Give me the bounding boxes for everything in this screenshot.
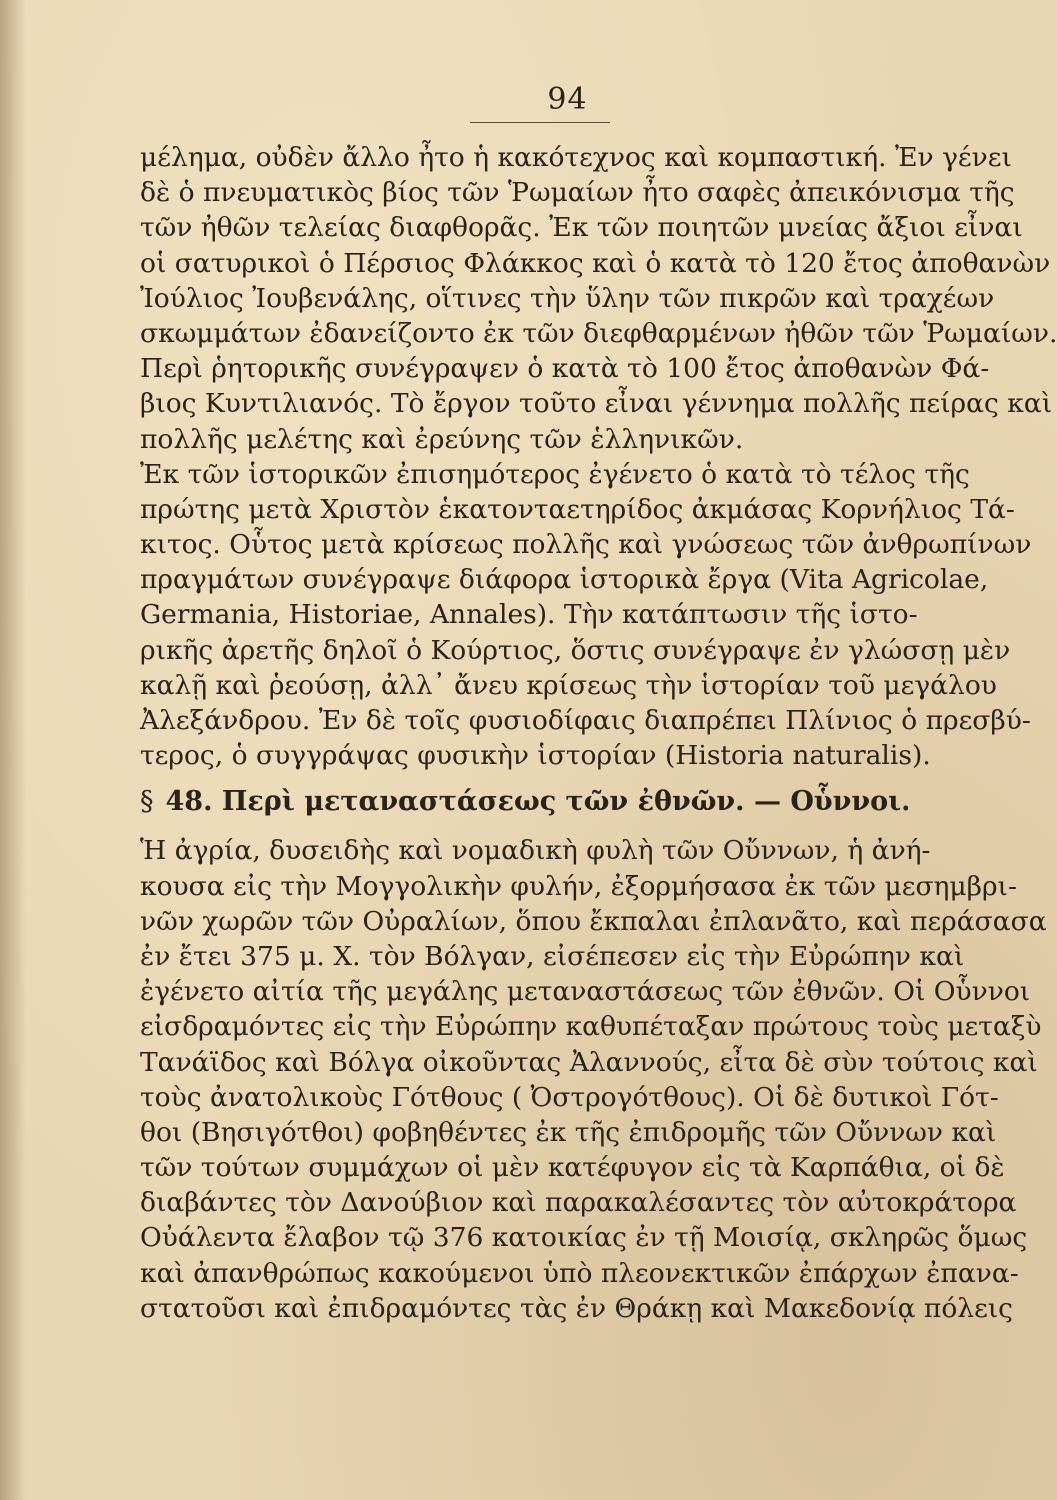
text-line: Τανάϊδος καὶ Βόλγα οἰκοῦντας Ἀλαννούς, εἶτα δὲ σὺν τούτοις καὶ xyxy=(140,1046,1038,1078)
text-line: διαβάντες τὸν Δανούβιον καὶ παρακαλέσαντες τὸν αὐτοκράτορα xyxy=(140,1187,1017,1219)
text-line: κουσα εἰς τὴν Μογγολικὴν φυλήν, ἐξορμήσασα ἐκ τῶν μεσημβρι- xyxy=(140,870,1017,902)
text-line: βιος Κυντιλιανός. Τὸ ἔργον τοῦτο εἶναι γέννημα πολλῆς πείρας καὶ xyxy=(140,388,1053,420)
section-title: 48. Περὶ μεταναστάσεως τῶν ἐθνῶν. — Οὗννοι. xyxy=(165,786,911,818)
text-line: καλῇ καὶ ῥεούσῃ, ἀλλ᾽ ἄνευ κρίσεως τὴν ἱστορίαν τοῦ μεγάλου xyxy=(140,669,997,701)
text-line: ἐν ἔτει 375 μ. Χ. τὸν Βόλγαν, εἰσέπεσεν εἰς τὴν Εὐρώπην καὶ xyxy=(140,940,965,972)
page-number: 94 xyxy=(547,82,588,117)
page-text xyxy=(140,140,1057,1326)
text-line: Germania, Historiae, Annales). Τὴν κατάπτωσιν τῆς ἱστο- xyxy=(140,599,918,631)
text-line: τῶν τούτων συμμάχων οἱ μὲν κατέφυγον εἰς τὰ Καρπάθια, οἱ δὲ xyxy=(140,1152,1005,1184)
text-line: τοὺς ἀνατολικοὺς Γότθους ( Ὀστρογότθους). Οἱ δὲ δυτικοὶ Γότ- xyxy=(140,1081,999,1113)
paragraph-historians xyxy=(140,457,1032,774)
text-line: τερος, ὁ συγγράψας φυσικὴν ἱστορίαν (Historia naturalis). xyxy=(140,740,931,772)
text-line: κιτος. Οὗτος μετὰ κρίσεως πολλῆς καὶ γνώσεως τῶν ἀνθρωπίνων xyxy=(140,529,1032,561)
text-line: οἱ σατυρικοὶ ὁ Πέρσιος Φλάκκος καὶ ὁ κατὰ τὸ 120 ἔτος ἀποθανὼν xyxy=(140,247,1051,279)
text-line: τῶν ἠθῶν τελείας διαφθορᾶς. Ἐκ τῶν ποιητῶν μνείας ἄξιοι εἶναι xyxy=(140,212,1023,244)
text-line: ἐγένετο αἰτία τῆς μεγάλης μεταναστάσεως τῶν ἐθνῶν. Οἱ Οὗννοι xyxy=(140,976,1031,1008)
text-line: εἰσδραμόντες εἰς τὴν Εὐρώπην καθυπέταξαν πρώτους τοὺς μεταξὺ xyxy=(140,1011,1042,1043)
text-line: Οὐάλεντα ἔλαβον τῷ 376 κατοικίας ἐν τῇ Μοισίᾳ, σκληρῶς ὅμως xyxy=(140,1222,1028,1254)
text-line: ρικῆς ἀρετῆς δηλοῖ ὁ Κούρτιος, ὅστις συνέγραψε ἐν γλώσσῃ μὲν xyxy=(140,634,1011,666)
page-spine-shadow xyxy=(0,0,26,1500)
text-line: πραγμάτων συνέγραψε διάφορα ἱστορικὰ ἔργα (Vita Agricolae, xyxy=(140,564,989,596)
text-line: Ἀλεξάνδρου. Ἐν δὲ τοῖς φυσιοδίφαις διαπρέπει Πλίνιος ὁ πρεσβύ- xyxy=(140,705,1031,736)
text-line: Ἰούλιος Ἰουβενάλης, οἵτινες τὴν ὕλην τῶν πικρῶν καὶ τραχέων xyxy=(140,282,995,314)
paragraph-roman-literature xyxy=(140,140,1057,351)
paragraph-huns xyxy=(140,833,1047,1326)
text-line: δὲ ὁ πνευματικὸς βίος τῶν Ῥωμαίων ἦτο σαφὲς ἀπεικόνισμα τῆς xyxy=(140,177,1015,209)
text-line: Ἐκ τῶν ἱστορικῶν ἐπισημότερος ἐγένετο ὁ κατὰ τὸ τέλος τῆς xyxy=(140,458,970,490)
text-line: νῶν χωρῶν τῶν Οὐραλίων, ὅπου ἔκπαλαι ἐπλανᾶτο, καὶ περάσασα xyxy=(140,905,1047,937)
page-header xyxy=(0,82,955,117)
section-mark: § xyxy=(140,786,154,818)
header-rule xyxy=(470,122,610,123)
section-heading xyxy=(140,783,910,821)
text-line: πρώτης μετὰ Χριστὸν ἑκατονταετηρίδος ἀκμάσας Κορνήλιος Τά- xyxy=(140,493,1015,525)
text-line: Περὶ ῥητορικῆς συνέγραψεν ὁ κατὰ τὸ 100 ἔτος ἀποθανὼν Φά- xyxy=(140,353,990,385)
text-line: μέλημα, οὐδὲν ἄλλο ἦτο ἡ κακότεχνος καὶ κομπαστική. Ἐν γένει xyxy=(140,142,1012,173)
text-line: πολλῆς μελέτης καὶ ἐρεύνης τῶν ἑλληνικῶν. xyxy=(140,423,744,455)
text-line: καὶ ἀπανθρώπως κακούμενοι ὑπὸ πλεονεκτικῶν ἐπάρχων ἐπανα- xyxy=(140,1257,1019,1289)
text-line: Ἡ ἀγρία, δυσειδὴς καὶ νομαδικὴ φυλὴ τῶν Οὔννων, ἡ ἀνή- xyxy=(140,835,931,867)
text-line: στατοῦσι καὶ ἐπιδραμόντες τὰς ἐν Θράκῃ καὶ Μακεδονίᾳ πόλεις xyxy=(140,1292,1014,1324)
text-line: θοι (Βησιγότθοι) φοβηθέντες ἐκ τῆς ἐπιδρομῆς τῶν Οὔννων καὶ xyxy=(140,1116,997,1148)
paragraph-rhetoric xyxy=(140,351,1053,457)
text-line: σκωμμάτων ἐδανείζοντο ἐκ τῶν διεφθαρμένων ἠθῶν τῶν Ῥωμαίων. xyxy=(140,317,1057,349)
